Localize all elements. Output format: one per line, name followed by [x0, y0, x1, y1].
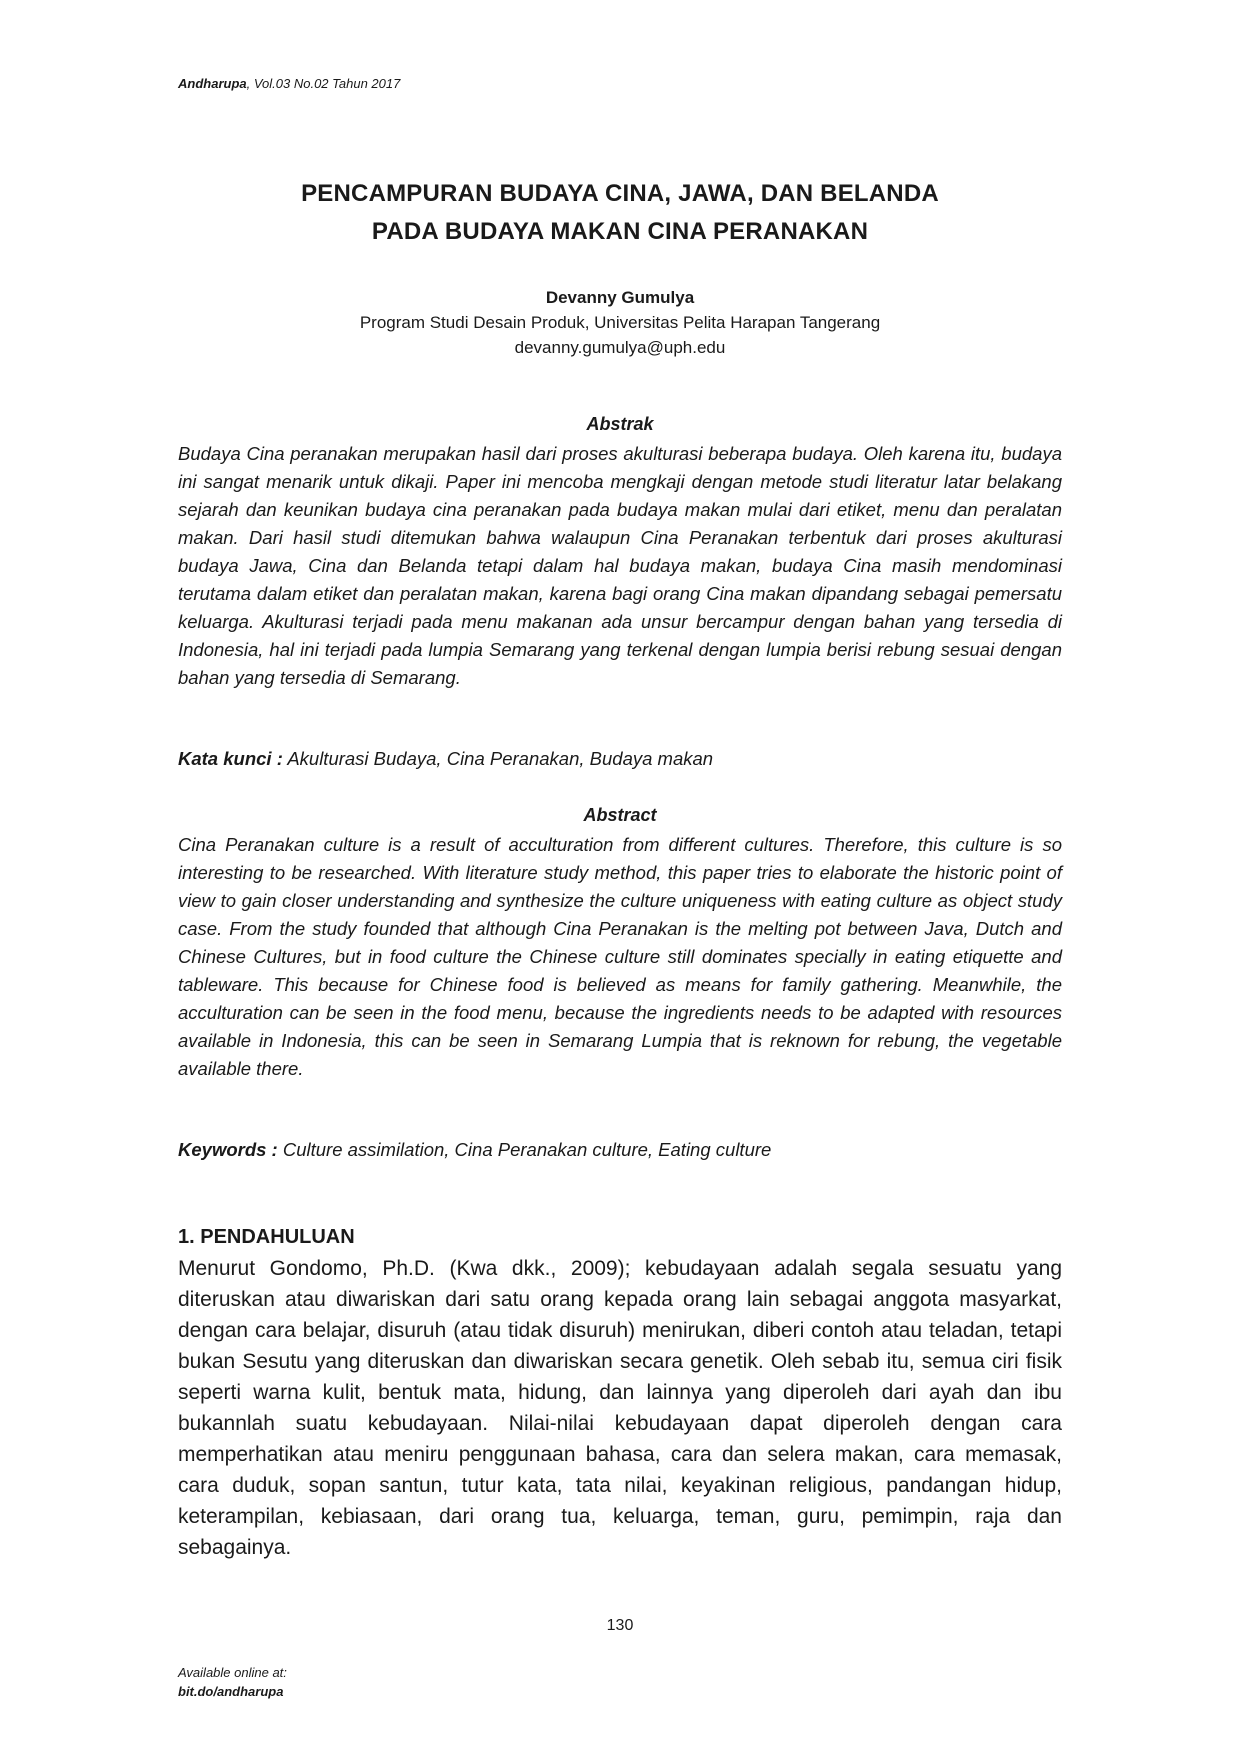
abstrak-keywords-value: Akulturasi Budaya, Cina Peranakan, Budaya makan	[282, 748, 714, 769]
paper-title-line2: PADA BUDAYA MAKAN CINA PERANAKAN	[371, 218, 869, 245]
section-heading-pendahuluan: 1. PENDAHULUAN	[178, 1226, 355, 1248]
abstrak-text: Budaya Cina peranakan merupakan hasil dari proses akulturasi beberapa budaya. Oleh karena itu, budaya ini sangat menarik untuk dikaji. Paper ini mencoba mengkaji dengan metode studi literatur latar belakang sejarah dan keunikan budaya cina peranakan pada budaya makan mulai dari etiket, menu dan peralatan makan. Dari hasil studi ditemukan bahwa walaupun Cina Peranakan terbentuk dari proses akulturasi budaya Jawa, Cina dan Belanda tetapi dalam hal budaya makan, budaya Cina masih mendominasi terutama dalam etiket dan peralatan makan, karena bagi orang Cina makan dipandang sebagai pemersatu keluarga. Akulturasi terjadi pada menu makanan ada unsur bercampur dengan bahan yang tersedia di Indonesia, hal ini terjadi pada lumpia Semarang yang terkenal dengan lumpia berisi rebung sesuai dengan bahan yang tersedia di Semarang.	[178, 443, 1062, 688]
author-email[interactable]: devanny.gumulya@uph.edu	[514, 338, 726, 357]
paper-title-line1: PENCAMPURAN BUDAYA CINA, JAWA, DAN BELANDA	[301, 180, 939, 207]
journal-name: Andharupa	[178, 76, 247, 91]
journal-issue: , Vol.03 No.02 Tahun 2017	[246, 76, 401, 91]
abstract-keywords-label: Keywords :	[178, 1139, 278, 1160]
abstract-keywords	[178, 1139, 1062, 1161]
abstrak-keywords-label: Kata kunci :	[178, 748, 283, 769]
author-name: Devanny Gumulya	[545, 288, 695, 307]
abstrak-keywords	[178, 748, 1062, 770]
footer-available-label: Available online at:	[178, 1665, 287, 1680]
footer-url[interactable]: bit.do/andharupa	[178, 1684, 284, 1699]
running-header	[178, 76, 400, 91]
section-body-pendahuluan: Menurut Gondomo, Ph.D. (Kwa dkk., 2009); kebudayaan adalah segala sesuatu yang diteruskan atau diwariskan dari satu orang kepada orang lain sebagai anggota masyarkat, dengan cara belajar, disuruh (atau tidak disuruh) menirukan, diberi contoh atau teladan, tetapi bukan Sesutu yang diteruskan dan diwariskan secara genetik. Oleh sebab itu, semua ciri fisik seperti warna kulit, bentuk mata, hidung, dan lainnya yang diperoleh dari ayah dan ibu bukannlah suatu kebudayaan. Nilai-nilai kebudayaan dapat diperoleh dengan cara memperhatikan atau meniru penggunaan bahasa, cara dan selera makan, cara memasak, cara duduk, sopan santun, tutur kata, tata nilai, keyakinan religious, pandangan hidup, keterampilan, kebiasaan, dari orang tua, keluarga, teman, guru, pemimpin, raja dan sebagainya.	[178, 1257, 1062, 1559]
abstract-text: Cina Peranakan culture is a result of acculturation from different cultures. Therefore, this culture is so interesting to be researched. With literature study method, this paper tries to elaborate the historic point of view to gain closer understanding and synthesize the culture uniqueness with eating culture as object study case. From the study founded that although Cina Peranakan is the melting pot between Java, Dutch and Chinese Cultures, but in food culture the Chinese culture still dominates specially in eating etiquette and tableware. This because for Chinese food is believed as means for family gathering. Meanwhile, the acculturation can be seen in the food menu, because the ingredients needs to be adapted with resources available in Indonesia, this can be seen in Semarang Lumpia that is reknown for rebung, the vegetable available there.	[178, 834, 1062, 1079]
author-affiliation: Program Studi Desain Produk, Universitas Pelita Harapan Tangerang	[359, 313, 881, 332]
abstract-keywords-value: Culture assimilation, Cina Peranakan culture, Eating culture	[277, 1139, 772, 1160]
page-number: 130	[606, 1617, 634, 1634]
abstrak-heading: Abstrak	[586, 414, 654, 434]
abstract-heading: Abstract	[583, 805, 657, 825]
